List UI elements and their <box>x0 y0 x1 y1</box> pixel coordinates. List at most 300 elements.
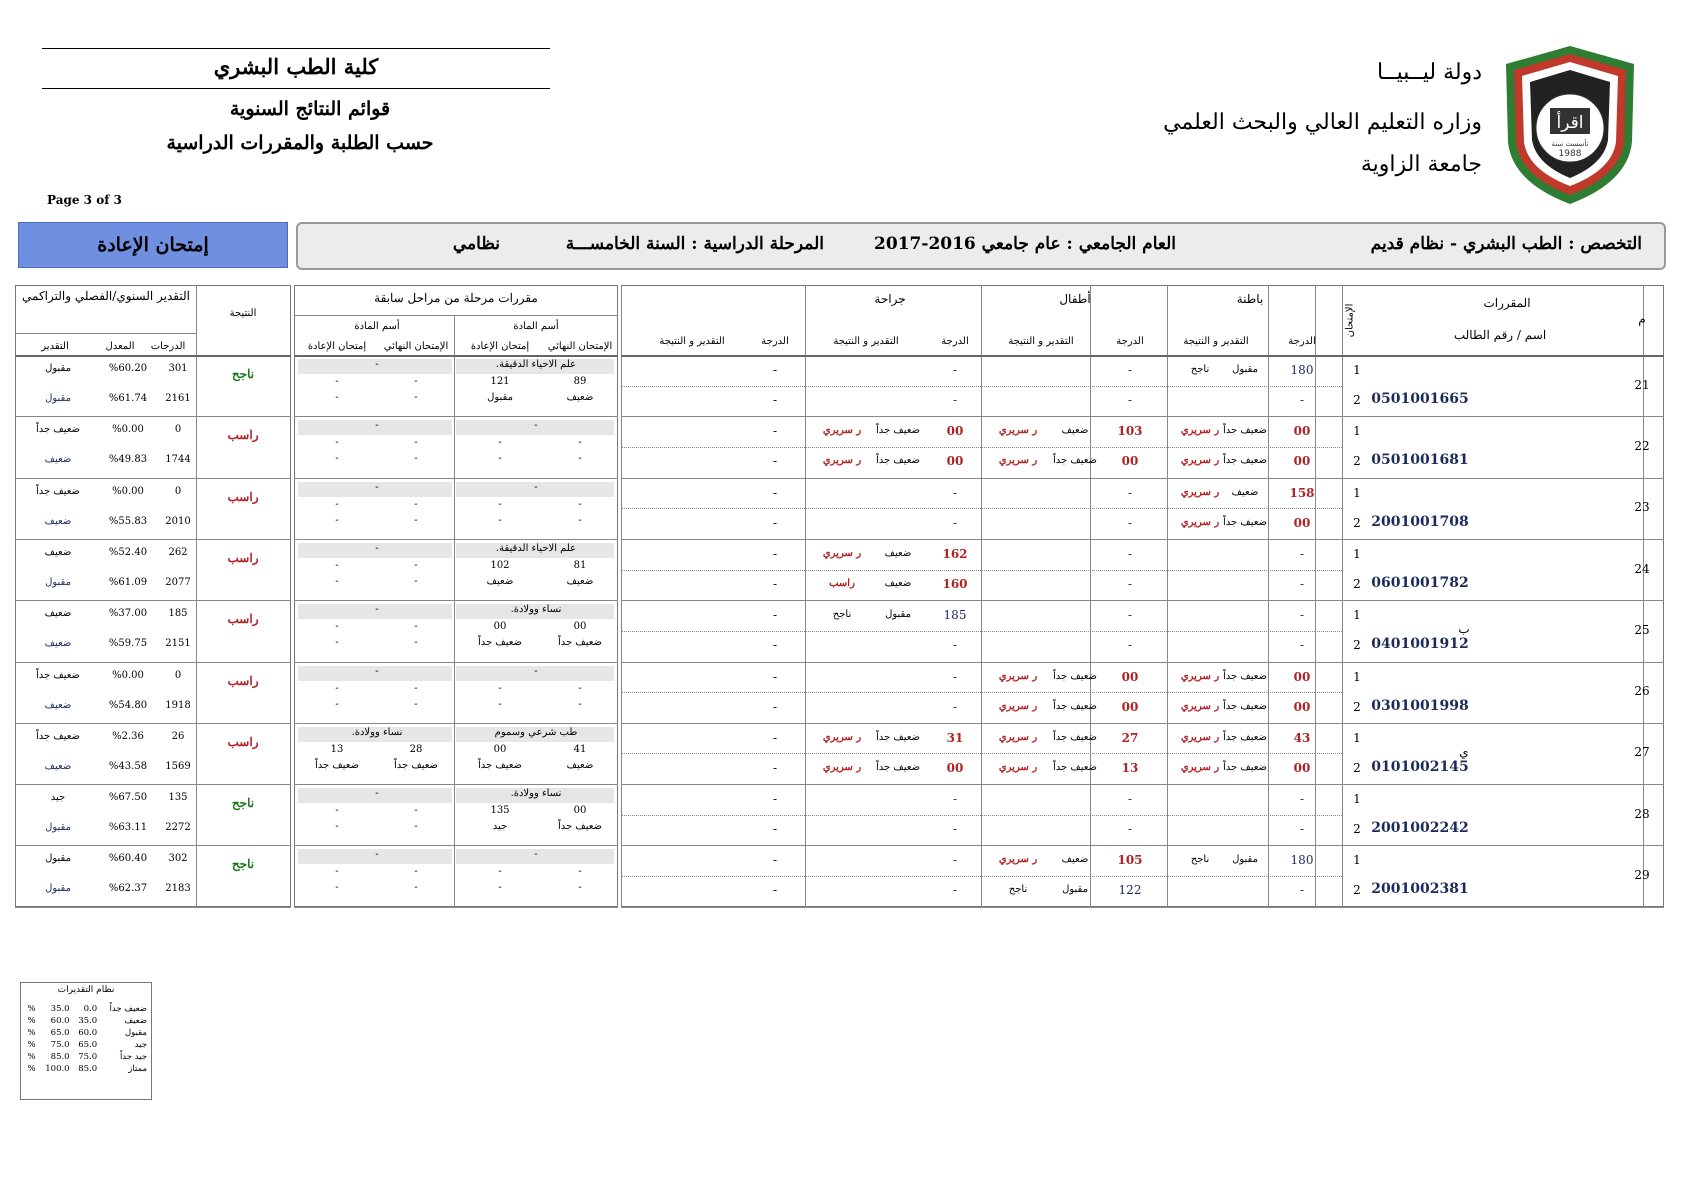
page-indicator: Page 3 of 3 <box>47 193 122 207</box>
legend-cell: 85.0 <box>78 1064 98 1074</box>
svg-text:اقرأ: اقرأ <box>1556 113 1584 133</box>
col-retake-2: إمتحان الإعادة <box>307 341 367 352</box>
result-status: راسب <box>227 550 259 565</box>
annual-grades: 0 <box>174 424 182 436</box>
result-status: راسب <box>227 673 259 688</box>
prev-final-est-1: ضعيف جداً <box>557 821 603 833</box>
report-title: قوائم النتائج السنوية <box>229 98 391 120</box>
legend-cell: 65.0 <box>50 1028 70 1038</box>
col-jiraha: جراحة <box>874 292 906 306</box>
estimate-b-2: ضعيف جداً <box>1222 455 1268 467</box>
prev-final-est-1: ضعيف <box>566 759 594 771</box>
prev-final-2: - <box>414 437 418 449</box>
header-divider <box>15 333 196 334</box>
prev-retake-1: - <box>498 866 502 878</box>
legend-cell: ضعيف جداً <box>109 1004 147 1014</box>
estimate-a-2: ضعيف جداً <box>1052 700 1098 712</box>
legend-cell: % <box>27 1004 36 1014</box>
header-divider <box>294 355 618 357</box>
prev-final-2: - <box>414 376 418 387</box>
legend-cell: جيد <box>134 1040 147 1050</box>
grade-b-1: - <box>1299 546 1305 561</box>
row-subdivider <box>621 815 1315 816</box>
annual-avg: %52.40 <box>108 546 148 558</box>
col-name-id: اسم / رقم الطالب <box>1453 328 1547 342</box>
prev-retake-est-1: - <box>498 453 502 465</box>
student-id: 2001002381 <box>1371 881 1469 898</box>
prev-retake-1: - <box>498 682 502 694</box>
exam-attempt-2: 2 <box>1353 822 1361 837</box>
grade-b-2: 00 <box>1293 760 1311 775</box>
prev-retake-est-2: - <box>335 575 339 587</box>
prev-subject-1: - <box>534 420 538 432</box>
header-rule-bottom <box>42 88 550 89</box>
annual-estimate: ضعيف <box>44 546 72 558</box>
annual-estimate: ضعيف <box>44 608 72 620</box>
row-divider <box>15 416 291 417</box>
exam-attempt-2: 2 <box>1353 638 1361 653</box>
status-b-1: ر سريري <box>1180 670 1220 682</box>
row-subdivider <box>621 753 1315 754</box>
row-divider <box>621 662 1664 663</box>
grade-d-2: - <box>772 638 778 653</box>
estimate-a-2: ضعيف جداً <box>1052 761 1098 773</box>
university-name: جامعة الزاوية <box>1360 152 1482 177</box>
row-subdivider <box>1315 508 1342 509</box>
estimate-j-2: ضعيف <box>884 577 912 589</box>
annual-avg: %0.00 <box>112 669 144 681</box>
status-b-1: ناجح <box>1190 364 1210 375</box>
cumulative-grades: 2077 <box>165 576 191 588</box>
grade-d-2: - <box>772 822 778 837</box>
row-subdivider <box>1315 692 1342 693</box>
grade-a-1: 00 <box>1121 669 1139 684</box>
col-divider <box>1268 285 1269 907</box>
legend-cell: 60.0 <box>50 1016 70 1026</box>
grade-j-1: 162 <box>942 546 968 561</box>
prev-final-2: - <box>414 682 418 694</box>
annual-estimate: جيد <box>50 792 66 804</box>
legend-row <box>23 1063 149 1075</box>
grade-b-2: - <box>1299 883 1305 898</box>
result-status: راسب <box>227 428 259 443</box>
row-number: 22 <box>1634 438 1650 453</box>
grade-j-2: 00 <box>946 454 964 469</box>
grade-j-2: - <box>952 393 958 407</box>
row-number: 24 <box>1634 561 1650 576</box>
annual-grades: 302 <box>168 853 188 865</box>
prev-retake-1: 00 <box>493 621 507 633</box>
student-id: 0601001782 <box>1371 574 1469 591</box>
row-subdivider <box>1315 753 1342 754</box>
prev-retake-est-1: ضعيف جداً <box>477 637 523 649</box>
legend-row <box>23 1051 149 1063</box>
legend-row <box>23 1003 149 1015</box>
row-number: 28 <box>1634 806 1650 821</box>
row-divider <box>294 416 618 417</box>
header-divider <box>15 355 291 357</box>
prev-retake-est-1: - <box>498 698 502 710</box>
prev-final-1: 00 <box>573 621 587 633</box>
estimate-a-1: ضعيف <box>1061 425 1089 437</box>
row-subdivider <box>621 692 1315 693</box>
prev-retake-est-2: - <box>335 882 339 894</box>
row-divider <box>15 784 291 785</box>
student-id: 2001001708 <box>1371 513 1469 530</box>
grade-j-1: - <box>952 669 958 684</box>
col-subject-name-2: أسم المادة <box>354 321 400 332</box>
annual-avg: %67.50 <box>108 792 148 804</box>
grade-b-1: 00 <box>1293 669 1311 684</box>
prev-final-est-1: - <box>578 882 582 894</box>
ministry-name: وزاره التعليم العالي والبحث العلمي <box>1163 110 1482 135</box>
row-divider <box>15 723 291 724</box>
grade-b-1: 158 <box>1289 485 1315 500</box>
annual-avg: %37.00 <box>108 608 148 620</box>
exam-attempt-2: 2 <box>1353 393 1361 407</box>
col-est-j: التقدير و النتيجة <box>833 336 899 347</box>
estimate-b-2: ضعيف جداً <box>1222 700 1268 712</box>
row-number: 25 <box>1634 622 1650 637</box>
estimate-a-1: ضعيف جداً <box>1052 731 1098 743</box>
grade-a-1: - <box>1127 363 1133 377</box>
header-divider <box>621 355 1664 357</box>
estimate-b-1: ضعيف جداً <box>1222 425 1268 437</box>
status-j-2: ر سريري <box>822 455 862 467</box>
prev-retake-est-1: جيد <box>492 821 508 833</box>
exam-attempt-2: 2 <box>1353 883 1361 898</box>
status-b-1: ر سريري <box>1180 486 1220 498</box>
row-divider <box>621 478 1664 479</box>
estimate-b-1: مقبول <box>1232 364 1258 375</box>
prev-final-est-2: - <box>414 453 418 465</box>
grade-b-2: - <box>1299 822 1305 837</box>
prev-retake-est-1: ضعيف جداً <box>477 759 523 771</box>
prev-retake-2: - <box>335 498 339 510</box>
row-divider <box>294 907 618 908</box>
prev-final-est-1: ضعيف <box>566 392 594 403</box>
prev-final-1: 81 <box>573 559 587 571</box>
grade-a-1: 105 <box>1117 853 1143 868</box>
annual-estimate: ضعيف جداً <box>35 424 81 436</box>
cumulative-grades: 1744 <box>165 454 191 466</box>
grade-b-1: 180 <box>1290 853 1314 868</box>
annual-estimate: مقبول <box>45 853 71 865</box>
grade-a-1: - <box>1127 608 1133 623</box>
cumulative-avg: %55.83 <box>108 515 148 527</box>
col-divider <box>1342 285 1343 907</box>
row-divider <box>15 907 291 908</box>
status-b-1: ر سريري <box>1180 731 1220 743</box>
col-final-1: الإمتحان النهائي <box>547 341 613 352</box>
grade-b-2: 00 <box>1293 699 1311 714</box>
prev-retake-est-2: - <box>335 637 339 649</box>
annual-avg: %0.00 <box>112 485 144 497</box>
grade-d-2: - <box>772 454 778 469</box>
estimate-b-1: ضعيف جداً <box>1222 670 1268 682</box>
grade-d-2: - <box>772 760 778 775</box>
status-a-2: ناجح <box>1008 884 1028 896</box>
grade-j-1: 185 <box>943 608 967 623</box>
legend-cell: جيد جداً <box>119 1052 147 1062</box>
grade-a-1: 103 <box>1117 424 1143 439</box>
status-j-1: ناجح <box>832 609 852 621</box>
row-subdivider <box>621 386 1315 387</box>
study-system-label: نظامي <box>452 234 500 254</box>
status-b-2: ر سريري <box>1180 700 1220 712</box>
status-j-1: ر سريري <box>822 731 862 743</box>
grade-j-2: 160 <box>942 576 968 591</box>
status-a-2: ر سريري <box>998 700 1038 712</box>
grade-a-1: - <box>1127 792 1133 807</box>
prev-retake-1: 121 <box>490 376 510 387</box>
estimate-j-2: ضعيف جداً <box>875 455 921 467</box>
annual-grades: 301 <box>168 363 188 374</box>
cumulative-grades: 2161 <box>165 393 191 404</box>
estimate-j-2: ضعيف جداً <box>875 761 921 773</box>
grade-a-2: 122 <box>1118 883 1142 898</box>
grade-d-1: - <box>772 792 778 807</box>
estimate-b-2: ضعيف جداً <box>1222 516 1268 528</box>
row-subdivider <box>1315 570 1342 571</box>
row-divider <box>15 539 291 540</box>
prev-subject-2: - <box>375 604 379 616</box>
cumulative-grades: 2151 <box>165 638 191 650</box>
student-id: 2001002242 <box>1371 820 1469 837</box>
estimate-b-2: ضعيف جداً <box>1222 761 1268 773</box>
annual-avg: %0.00 <box>112 424 144 436</box>
grade-j-1: - <box>952 792 958 807</box>
col-divider <box>196 285 197 907</box>
grade-d-1: - <box>772 669 778 684</box>
prev-final-2: 28 <box>409 743 423 755</box>
prev-retake-1: - <box>498 498 502 510</box>
prev-subject-2: - <box>375 359 379 370</box>
grade-d-1: - <box>772 424 778 439</box>
legend-cell: 60.0 <box>78 1028 98 1038</box>
grade-j-1: 31 <box>946 730 964 745</box>
row-subdivider <box>1315 876 1342 877</box>
grade-j-1: - <box>952 853 958 868</box>
annual-estimate: مقبول <box>45 363 71 374</box>
prev-final-1: 41 <box>573 743 587 755</box>
cumulative-estimate: ضعيف <box>44 638 72 650</box>
estimate-a-2: ضعيف جداً <box>1052 455 1098 467</box>
prev-retake-est-2: - <box>335 392 339 403</box>
prev-retake-2: - <box>335 805 339 817</box>
legend-cell: % <box>27 1040 36 1050</box>
cumulative-estimate: ضعيف <box>44 699 72 711</box>
estimate-a-1: ضعيف جداً <box>1052 670 1098 682</box>
prev-subject-1: علم الاحياء الدقيقة. <box>495 542 577 554</box>
cumulative-avg: %63.11 <box>108 822 148 834</box>
col-divider <box>1167 285 1168 907</box>
prev-subject-1: - <box>534 481 538 493</box>
estimate-j-1: ضعيف جداً <box>875 425 921 437</box>
grade-b-2: - <box>1299 393 1305 407</box>
col-divider <box>454 315 455 907</box>
grade-d-2: - <box>772 515 778 530</box>
grade-a-2: - <box>1127 638 1133 653</box>
prev-final-2: - <box>414 498 418 510</box>
col-batna: باطنة <box>1236 292 1264 306</box>
previous-courses-table <box>294 285 618 907</box>
legend-cell: ممتاز <box>128 1064 147 1074</box>
col-grade-d: الدرجة <box>761 336 789 347</box>
college-name: كلية الطب البشري <box>213 54 379 79</box>
grade-a-1: - <box>1127 485 1133 500</box>
prev-subject-1: علم الاحياء الدقيقة. <box>495 359 577 370</box>
grading-legend <box>20 982 152 1100</box>
header-rule-top <box>42 48 550 49</box>
legend-table <box>23 1003 149 1075</box>
row-divider <box>15 600 291 601</box>
grade-j-2: - <box>952 638 958 653</box>
cumulative-grades: 2272 <box>165 822 191 834</box>
estimate-j-1: مقبول <box>885 609 911 621</box>
prev-retake-2: - <box>335 559 339 571</box>
prev-final-1: - <box>578 437 582 449</box>
prev-final-est-1: ضعيف <box>566 575 594 587</box>
prev-subject-2: - <box>375 849 379 861</box>
col-grade-b: الدرجة <box>1288 336 1316 347</box>
prev-retake-2: - <box>335 866 339 878</box>
row-divider <box>621 784 1664 785</box>
legend-cell: 65.0 <box>78 1040 98 1050</box>
row-divider <box>621 845 1664 846</box>
legend-cell: % <box>27 1064 36 1074</box>
legend-row <box>23 1039 149 1051</box>
row-subdivider <box>621 570 1315 571</box>
status-a-1: ر سريري <box>998 670 1038 682</box>
estimate-j-1: ضعيف جداً <box>875 731 921 743</box>
status-b-2: ر سريري <box>1180 516 1220 528</box>
prev-retake-2: - <box>335 376 339 387</box>
student-id: 0401001912 <box>1371 636 1469 653</box>
info-bar <box>296 222 1666 270</box>
col-grade-a: الدرجة <box>1116 336 1144 347</box>
status-j-1: ر سريري <box>822 547 862 559</box>
grade-d-1: - <box>772 363 778 377</box>
legend-row <box>23 1027 149 1039</box>
prev-final-2: - <box>414 866 418 878</box>
prev-retake-est-2: ضعيف جداً <box>314 759 360 771</box>
col-avg: المعدل <box>105 341 135 352</box>
student-id: 0101002145 <box>1371 758 1469 775</box>
grade-b-2: 00 <box>1293 515 1311 530</box>
cumulative-estimate: مقبول <box>45 883 71 895</box>
legend-cell: 35.0 <box>50 1004 70 1014</box>
student-name-fragment: ي <box>1459 744 1469 759</box>
prev-retake-2: 13 <box>330 743 344 755</box>
result-status: راسب <box>227 489 259 504</box>
cumulative-estimate: ضعيف <box>44 760 72 772</box>
row-subdivider <box>621 876 1315 877</box>
prev-subject-2: - <box>375 481 379 493</box>
annual-grades: 26 <box>171 730 185 742</box>
student-name-fragment: ب <box>1458 622 1470 637</box>
grade-j-2: - <box>952 822 958 837</box>
annual-grades: 0 <box>174 485 182 497</box>
status-b-2: ر سريري <box>1180 455 1220 467</box>
prev-retake-2: - <box>335 682 339 694</box>
prev-retake-2: - <box>335 437 339 449</box>
grade-d-1: - <box>772 730 778 745</box>
grade-a-1: 27 <box>1121 730 1139 745</box>
row-divider <box>15 845 291 846</box>
prev-subject-2: - <box>375 788 379 800</box>
prev-retake-est-2: - <box>335 821 339 833</box>
row-divider <box>294 600 618 601</box>
col-grades: الدرجات <box>150 341 186 352</box>
grade-j-2: - <box>952 699 958 714</box>
prev-final-1: - <box>578 498 582 510</box>
estimate-b-1: مقبول <box>1232 854 1258 866</box>
cumulative-avg: %54.80 <box>108 699 148 711</box>
result-status: ناجح <box>231 857 255 872</box>
row-subdivider <box>621 447 1315 448</box>
row-divider <box>294 845 618 846</box>
col-estimate: التقدير <box>41 341 69 352</box>
cumulative-estimate: مقبول <box>45 393 71 404</box>
grade-j-2: - <box>952 515 958 530</box>
legend-cell: 85.0 <box>50 1052 70 1062</box>
result-status: راسب <box>227 612 259 627</box>
row-number: 27 <box>1634 745 1650 760</box>
status-b-1: ناجح <box>1190 854 1210 866</box>
exam-attempt-1: 1 <box>1353 485 1361 500</box>
col-subject-name-1: أسم المادة <box>513 321 559 332</box>
prev-retake-1: 00 <box>493 743 507 755</box>
status-b-1: ر سريري <box>1180 425 1220 437</box>
legend-cell: 35.0 <box>78 1016 98 1026</box>
estimate-b-1: ضعيف جداً <box>1222 731 1268 743</box>
result-status: ناجح <box>231 796 255 811</box>
legend-row <box>23 1015 149 1027</box>
status-a-1: ر سريري <box>998 854 1038 866</box>
prev-subject-1: - <box>534 849 538 861</box>
row-number: 21 <box>1634 377 1650 392</box>
grade-d-2: - <box>772 393 778 407</box>
prev-final-est-2: - <box>414 514 418 526</box>
legend-cell: مقبول <box>125 1028 147 1038</box>
annual-grades: 0 <box>174 669 182 681</box>
row-divider <box>15 478 291 479</box>
annual-estimate: ضعيف جداً <box>35 485 81 497</box>
row-divider <box>621 416 1664 417</box>
grade-a-2: - <box>1127 393 1133 407</box>
estimate-a-2: مقبول <box>1062 884 1088 896</box>
result-status: ناجح <box>231 367 255 381</box>
estimate-b-1: ضعيف <box>1231 486 1259 498</box>
annual-avg: %60.20 <box>108 363 148 374</box>
col-m: م <box>1638 312 1646 326</box>
row-divider <box>621 907 1664 908</box>
specialty-label: التخصص : الطب البشري - نظام قديم <box>1370 234 1642 254</box>
legend-cell: % <box>27 1016 36 1026</box>
prev-subject-1: نساء وولادة. <box>510 604 562 616</box>
grade-b-1: 43 <box>1293 730 1311 745</box>
cumulative-grades: 2183 <box>165 883 191 895</box>
prev-final-est-2: - <box>414 637 418 649</box>
row-number: 29 <box>1634 868 1650 883</box>
grade-a-2: - <box>1127 822 1133 837</box>
grade-b-1: - <box>1299 608 1305 623</box>
prev-retake-2: - <box>335 621 339 633</box>
grade-a-2: - <box>1127 515 1133 530</box>
prev-final-est-2: ضعيف جداً <box>393 759 439 771</box>
grade-b-2: - <box>1299 576 1305 591</box>
